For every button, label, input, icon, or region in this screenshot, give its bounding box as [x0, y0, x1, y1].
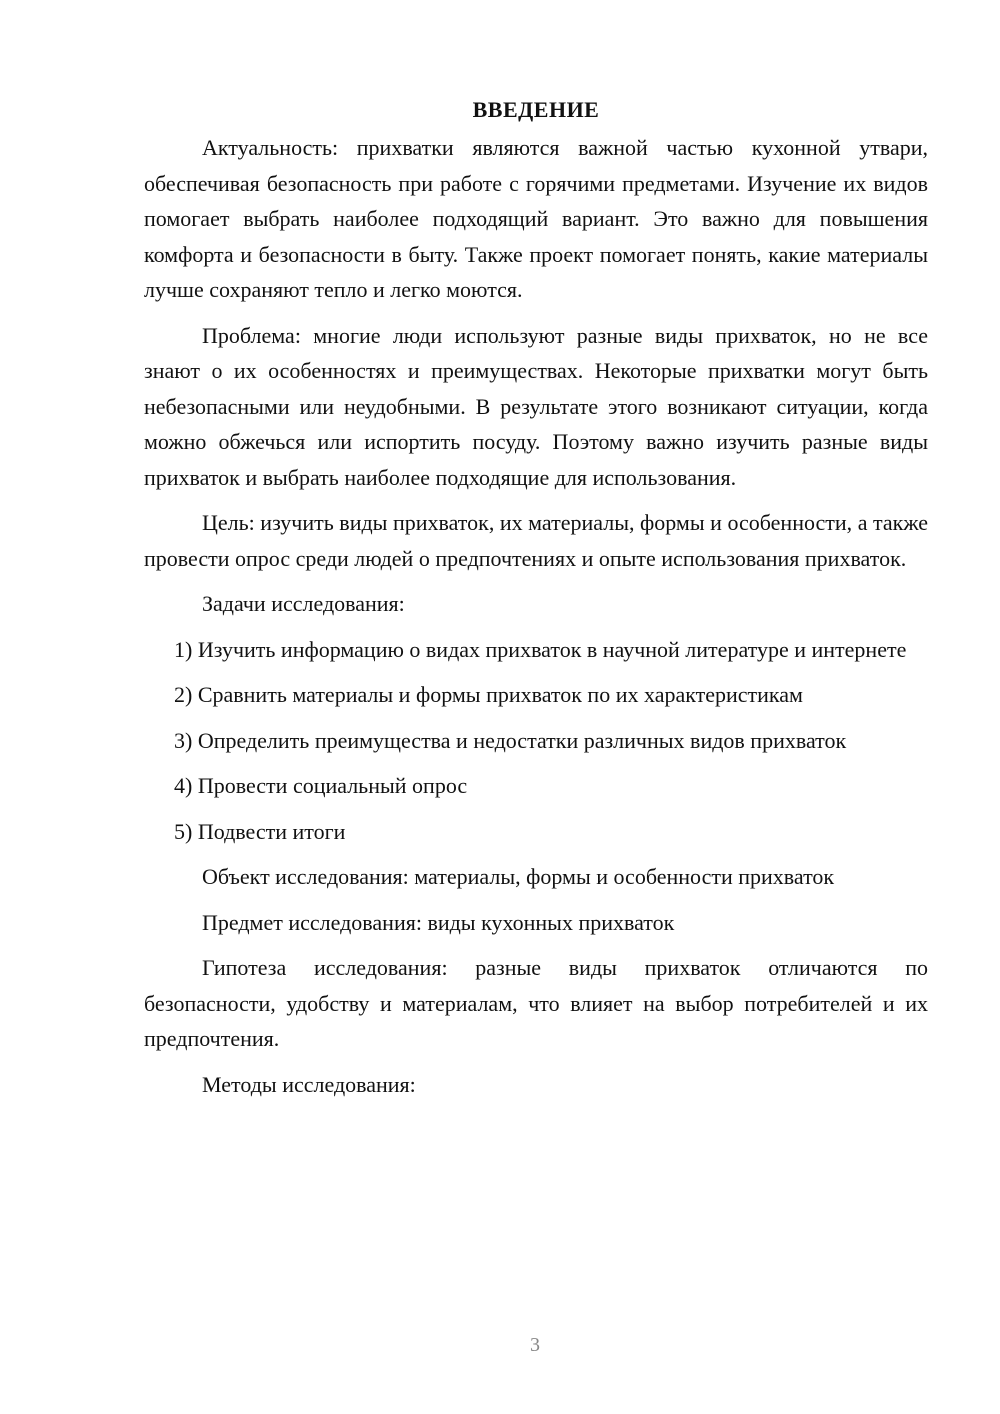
task-item-2: 2) Сравнить материалы и формы прихваток по их характеристикам — [174, 682, 803, 707]
hypothesis-paragraph: Гипотеза исследования: разные виды прихваток отличаются по безопасности, удобству и материалам, что влияет на выбор потребителей и их предпочтения. — [144, 955, 928, 1051]
tasks-heading: Задачи исследования: — [202, 591, 405, 616]
methods-heading: Методы исследования: — [202, 1071, 416, 1097]
object-paragraph: Объект исследования: материалы, формы и особенности прихваток — [202, 864, 835, 889]
task-item-1: 1) Изучить информацию о видах прихваток в научной литературе и интернете — [174, 636, 907, 662]
task-item-4: 4) Провести социальный опрос — [174, 773, 468, 798]
relevance-paragraph: Актуальность: прихватки являются важной частью кухонной утвари, обеспечивая безопасность при работе с горячими предметами. Изучение их видов помогает выбрать наиболее подходящий вариант. Это важно для повышения комфорта и безопасности в быту. Также проект помогает понять, какие материалы лучше сохраняют тепло и легко моются. — [144, 135, 928, 302]
goal-paragraph: Цель: изучить виды прихваток, их материалы, формы и особенности, а также провести опрос среди людей о предпочтениях и опыте использования прихваток. — [144, 510, 928, 571]
problem-paragraph: Проблема: многие люди используют разные виды прихваток, но не все знают о их особенностях и преимуществах. Некоторые прихватки могут быть небезопасными или неудобными. В результате этого возникают ситуации, когда можно обжечься или испортить посуду. Поэтому важно изучить разные виды прихваток и выбрать наиболее подходящие для использования. — [144, 322, 928, 490]
page-number: 3 — [530, 1334, 540, 1356]
task-item-5: 5) Подвести итоги — [174, 818, 346, 844]
page-title: ВВЕДЕНИЕ — [472, 97, 600, 122]
document-page — [144, 92, 928, 1112]
subject-paragraph: Предмет исследования: виды кухонных прихваток — [202, 909, 675, 935]
task-item-3: 3) Определить преимущества и недостатки различных видов прихваток — [174, 727, 847, 753]
